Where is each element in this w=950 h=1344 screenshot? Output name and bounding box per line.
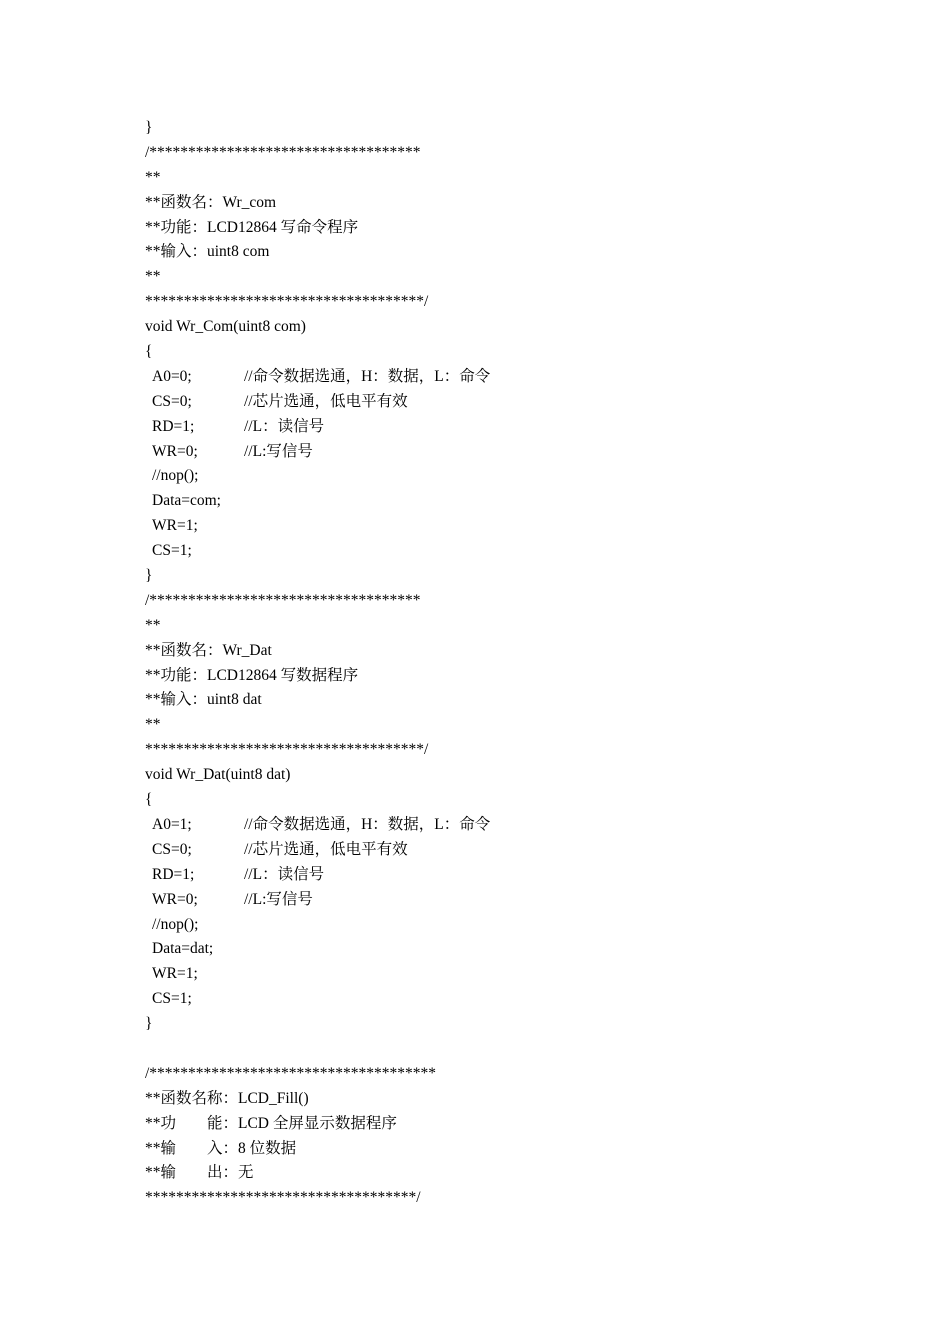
comment-line [145, 688, 905, 713]
comment-text: **输入：uint8 com [145, 243, 270, 261]
statement-text: WR=0; [152, 442, 198, 460]
statement-text: //nop(); [152, 467, 199, 485]
statement-line [145, 390, 905, 415]
comment-line [145, 240, 905, 265]
inline-comment: //L:写信号 [244, 890, 313, 908]
comment-line [145, 639, 905, 664]
code-line [145, 1012, 905, 1037]
code-text: } [145, 1015, 153, 1033]
comment-text: **函数名：Wr_Dat [145, 641, 272, 659]
comment-text: ***********************************/ [145, 1189, 421, 1207]
comment-line [145, 216, 905, 241]
statement-line [145, 440, 905, 465]
comment-text: **函数名：Wr_com [145, 193, 277, 211]
statement-text: A0=0; [152, 367, 192, 385]
comment-text: ************************************/ [145, 741, 429, 759]
statement-line [145, 489, 905, 514]
comment-line [145, 290, 905, 315]
statement-text: WR=1; [152, 517, 198, 535]
statement-text: Data=dat; [152, 940, 214, 958]
comment-line [145, 1161, 905, 1186]
code-line [145, 788, 905, 813]
statement-line [145, 888, 905, 913]
comment-line [145, 1062, 905, 1087]
comment-line [145, 166, 905, 191]
comment-line [145, 1137, 905, 1162]
function-signature [145, 315, 905, 340]
statement-text: CS=1; [152, 990, 192, 1008]
code-text: { [145, 343, 153, 361]
comment-text: **输 出：无 [145, 1164, 254, 1182]
comment-line [145, 265, 905, 290]
statement-line [145, 863, 905, 888]
inline-comment: //芯片选通，低电平有效 [244, 392, 408, 410]
code-text: } [145, 567, 153, 585]
statement-line [145, 813, 905, 838]
comment-text: **功能：LCD12864 写数据程序 [145, 666, 359, 684]
comment-text: **输入：uint8 dat [145, 691, 262, 709]
statement-text: Data=com; [152, 492, 221, 510]
statement-text: WR=1; [152, 965, 198, 983]
comment-line [145, 191, 905, 216]
inline-comment: //芯片选通，低电平有效 [244, 840, 408, 858]
inline-comment: //L：读信号 [244, 417, 325, 435]
inline-comment: //L：读信号 [244, 865, 325, 883]
code-line [145, 564, 905, 589]
statement-text: CS=0; [152, 392, 192, 410]
statement-text: CS=0; [152, 840, 192, 858]
comment-line [145, 1186, 905, 1211]
blank-line [145, 1037, 905, 1062]
statement-line [145, 987, 905, 1012]
comment-text: ** [145, 616, 161, 634]
comment-text: /*********************************** [145, 591, 421, 609]
code-listing [145, 116, 905, 1211]
statement-line [145, 838, 905, 863]
code-line [145, 340, 905, 365]
comment-line [145, 738, 905, 763]
code-text: } [145, 119, 153, 136]
comment-line [145, 1087, 905, 1112]
inline-comment: //命令数据选通，H：数据，L：命令 [244, 815, 491, 833]
comment-text: ** [145, 168, 161, 186]
statement-line [145, 937, 905, 962]
statement-line [145, 962, 905, 987]
comment-text: **功 能：LCD 全屏显示数据程序 [145, 1114, 397, 1132]
statement-text: RD=1; [152, 865, 195, 883]
comment-line [145, 1112, 905, 1137]
statement-line [145, 539, 905, 564]
code-text: void Wr_Dat(uint8 dat) [145, 766, 291, 784]
statement-line [145, 415, 905, 440]
statement-line [145, 365, 905, 390]
comment-line [145, 141, 905, 166]
inline-comment: //命令数据选通，H：数据，L：命令 [244, 367, 491, 385]
code-text: void Wr_Com(uint8 com) [145, 318, 306, 336]
code-text: { [145, 791, 153, 809]
comment-line [145, 664, 905, 689]
comment-text: **函数名称：LCD_Fill() [145, 1089, 309, 1107]
statement-line [145, 514, 905, 539]
statement-text: A0=1; [152, 815, 192, 833]
statement-text: //nop(); [152, 915, 199, 933]
comment-text: /*********************************** [145, 143, 421, 161]
comment-line [145, 713, 905, 738]
code-line [145, 116, 905, 141]
comment-text: ** [145, 268, 161, 286]
statement-line [145, 464, 905, 489]
statement-text: CS=1; [152, 542, 192, 560]
comment-text: ************************************/ [145, 293, 429, 311]
statement-text: WR=0; [152, 890, 198, 908]
comment-text: /************************************* [145, 1064, 437, 1082]
comment-line [145, 589, 905, 614]
comment-text: **功能：LCD12864 写命令程序 [145, 218, 359, 236]
comment-text: ** [145, 716, 161, 734]
comment-line [145, 614, 905, 639]
statement-line [145, 913, 905, 938]
inline-comment: //L:写信号 [244, 442, 313, 460]
comment-text: **输 入：8 位数据 [145, 1139, 297, 1157]
statement-text: RD=1; [152, 417, 195, 435]
function-signature [145, 763, 905, 788]
